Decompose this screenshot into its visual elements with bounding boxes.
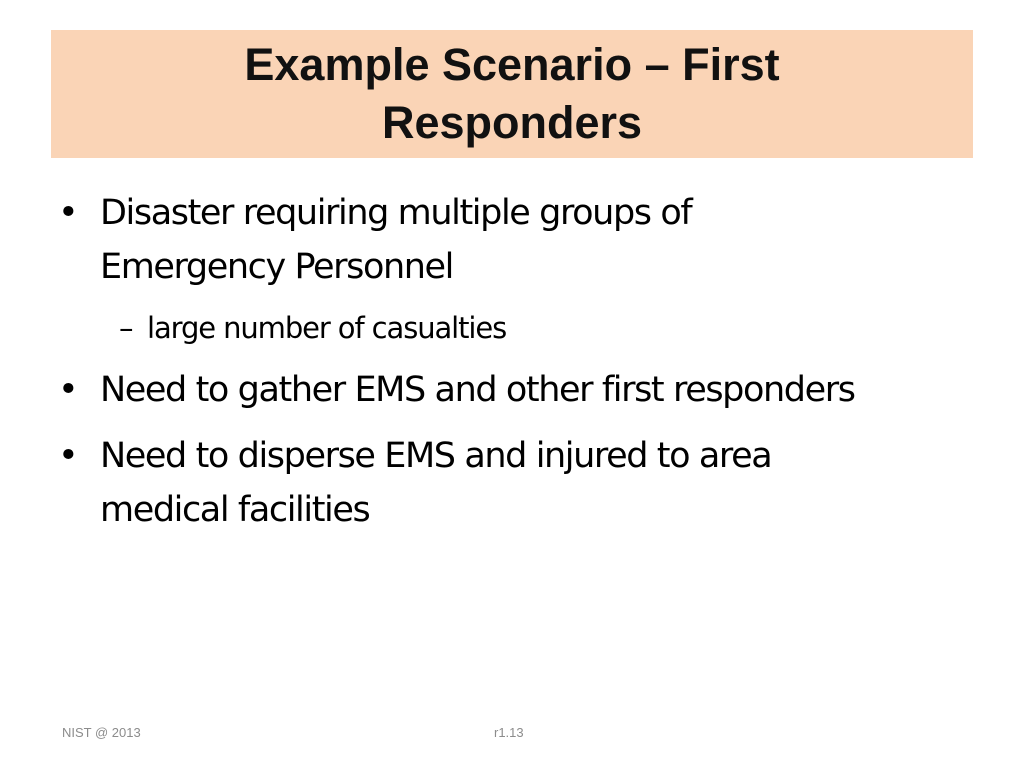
slide-title-line-2: Responders bbox=[381, 97, 643, 148]
sub-bullet-item-1 bbox=[119, 308, 506, 348]
footer-left-text: NIST @ 2013 bbox=[62, 725, 141, 740]
bullet-item-3 bbox=[58, 429, 990, 537]
bullet-item-3-line-2: medical facilities bbox=[100, 490, 370, 530]
bullet-item-1-line-1: Disaster requiring multiple groups of bbox=[100, 193, 692, 233]
bullet-marker: • bbox=[58, 370, 78, 410]
bullet-item-2-line-1: Need to gather EMS and other first responders bbox=[100, 370, 855, 410]
bullet-item-2 bbox=[58, 363, 990, 417]
bullet-item-3-line-1: Need to disperse EMS and injured to area bbox=[100, 436, 772, 476]
bullet-item-1 bbox=[58, 186, 990, 294]
slide-title-line-1: Example Scenario – First bbox=[244, 39, 780, 90]
bullet-marker: • bbox=[58, 193, 78, 233]
footer-center-text: r1.13 bbox=[494, 725, 524, 740]
sub-bullet-marker: – bbox=[119, 311, 133, 345]
sub-bullet-item-1-text: large number of casualties bbox=[147, 311, 507, 345]
bullet-item-1-line-2: Emergency Personnel bbox=[100, 247, 453, 287]
bullet-marker: • bbox=[58, 436, 78, 476]
